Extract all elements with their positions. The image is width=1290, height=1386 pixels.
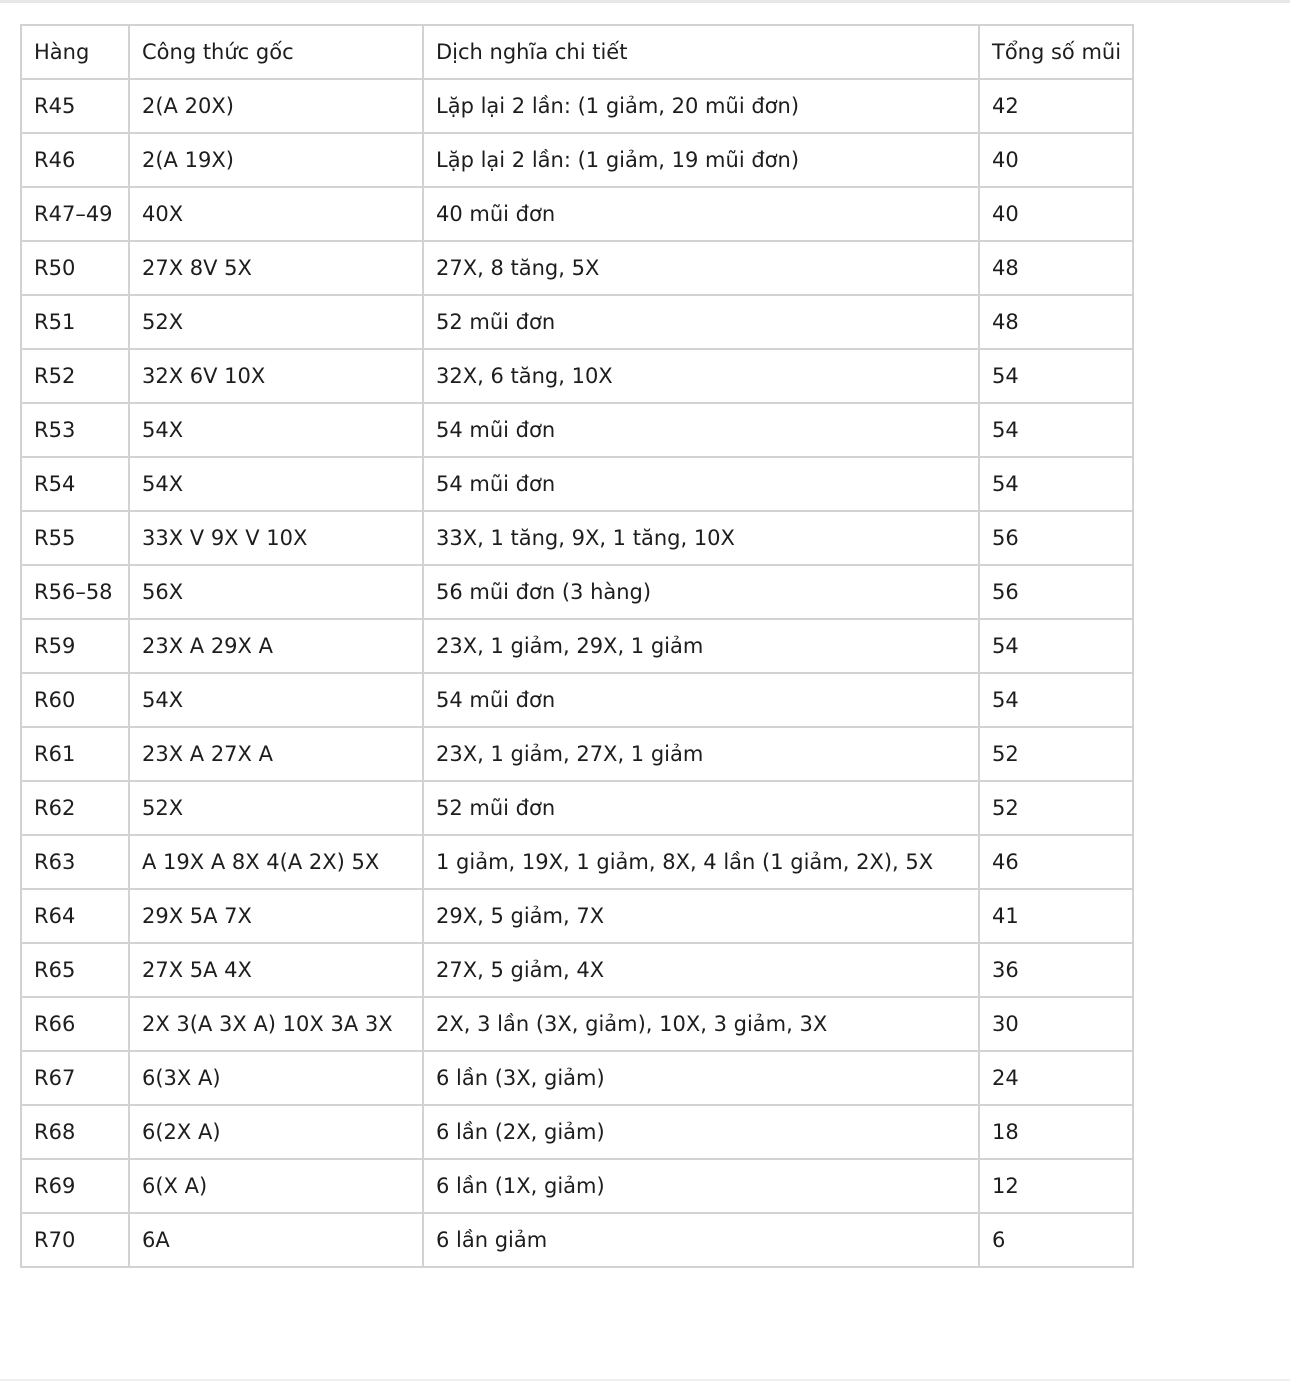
formula-cell: A 19X A 8X 4(A 2X) 5X <box>129 835 423 889</box>
total-cell: 24 <box>979 1051 1133 1105</box>
column-header-meaning: Dịch nghĩa chi tiết <box>423 25 979 79</box>
row-id-cell: R60 <box>21 673 129 727</box>
crochet-pattern-table <box>20 24 1134 1268</box>
total-cell: 48 <box>979 295 1133 349</box>
row-id-cell: R53 <box>21 403 129 457</box>
total-cell: 56 <box>979 565 1133 619</box>
formula-cell: 27X 5A 4X <box>129 943 423 997</box>
meaning-cell: 6 lần (3X, giảm) <box>423 1051 979 1105</box>
total-cell: 46 <box>979 835 1133 889</box>
table-header <box>21 25 1133 79</box>
row-id-cell: R66 <box>21 997 129 1051</box>
meaning-cell: 52 mũi đơn <box>423 295 979 349</box>
top-edge-line <box>0 0 1290 3</box>
formula-cell: 54X <box>129 403 423 457</box>
meaning-cell: 6 lần giảm <box>423 1213 979 1267</box>
meaning-cell: 54 mũi đơn <box>423 457 979 511</box>
meaning-cell: 6 lần (1X, giảm) <box>423 1159 979 1213</box>
meaning-cell: 54 mũi đơn <box>423 403 979 457</box>
table-row <box>21 835 1133 889</box>
table-row <box>21 1159 1133 1213</box>
formula-cell: 56X <box>129 565 423 619</box>
meaning-cell: 27X, 8 tăng, 5X <box>423 241 979 295</box>
table-row <box>21 511 1133 565</box>
table-row <box>21 1105 1133 1159</box>
column-header-row-id: Hàng <box>21 25 129 79</box>
total-cell: 40 <box>979 187 1133 241</box>
total-cell: 56 <box>979 511 1133 565</box>
table-row <box>21 295 1133 349</box>
formula-cell: 6(3X A) <box>129 1051 423 1105</box>
meaning-cell: 1 giảm, 19X, 1 giảm, 8X, 4 lần (1 giảm, 2X), 5X <box>423 835 979 889</box>
formula-cell: 33X V 9X V 10X <box>129 511 423 565</box>
total-cell: 52 <box>979 727 1133 781</box>
table-row <box>21 1213 1133 1267</box>
total-cell: 6 <box>979 1213 1133 1267</box>
row-id-cell: R61 <box>21 727 129 781</box>
table-row <box>21 349 1133 403</box>
meaning-cell: 29X, 5 giảm, 7X <box>423 889 979 943</box>
formula-cell: 6(X A) <box>129 1159 423 1213</box>
formula-cell: 52X <box>129 781 423 835</box>
row-id-cell: R45 <box>21 79 129 133</box>
table-row <box>21 943 1133 997</box>
meaning-cell: Lặp lại 2 lần: (1 giảm, 20 mũi đơn) <box>423 79 979 133</box>
row-id-cell: R65 <box>21 943 129 997</box>
table-row <box>21 403 1133 457</box>
bottom-edge-line <box>0 1379 1290 1381</box>
row-id-cell: R46 <box>21 133 129 187</box>
meaning-cell: 27X, 5 giảm, 4X <box>423 943 979 997</box>
meaning-cell: 32X, 6 tăng, 10X <box>423 349 979 403</box>
row-id-cell: R67 <box>21 1051 129 1105</box>
total-cell: 54 <box>979 457 1133 511</box>
table-row <box>21 565 1133 619</box>
total-cell: 54 <box>979 673 1133 727</box>
row-id-cell: R50 <box>21 241 129 295</box>
total-cell: 40 <box>979 133 1133 187</box>
row-id-cell: R59 <box>21 619 129 673</box>
total-cell: 54 <box>979 349 1133 403</box>
total-cell: 54 <box>979 619 1133 673</box>
row-id-cell: R55 <box>21 511 129 565</box>
total-cell: 18 <box>979 1105 1133 1159</box>
table-row <box>21 187 1133 241</box>
table-row <box>21 133 1133 187</box>
row-id-cell: R47–49 <box>21 187 129 241</box>
table-row <box>21 889 1133 943</box>
table-row <box>21 673 1133 727</box>
total-cell: 54 <box>979 403 1133 457</box>
meaning-cell: 54 mũi đơn <box>423 673 979 727</box>
formula-cell: 23X A 27X A <box>129 727 423 781</box>
row-id-cell: R52 <box>21 349 129 403</box>
total-cell: 12 <box>979 1159 1133 1213</box>
column-header-total: Tổng số mũi <box>979 25 1133 79</box>
formula-cell: 52X <box>129 295 423 349</box>
table-row <box>21 79 1133 133</box>
table-row <box>21 1051 1133 1105</box>
meaning-cell: 23X, 1 giảm, 27X, 1 giảm <box>423 727 979 781</box>
table-row <box>21 727 1133 781</box>
column-header-formula: Công thức gốc <box>129 25 423 79</box>
table-row <box>21 619 1133 673</box>
row-id-cell: R70 <box>21 1213 129 1267</box>
formula-cell: 6(2X A) <box>129 1105 423 1159</box>
formula-cell: 54X <box>129 457 423 511</box>
total-cell: 30 <box>979 997 1133 1051</box>
meaning-cell: 52 mũi đơn <box>423 781 979 835</box>
table-row <box>21 781 1133 835</box>
table-body <box>21 79 1133 1267</box>
formula-cell: 23X A 29X A <box>129 619 423 673</box>
row-id-cell: R64 <box>21 889 129 943</box>
formula-cell: 40X <box>129 187 423 241</box>
total-cell: 41 <box>979 889 1133 943</box>
formula-cell: 32X 6V 10X <box>129 349 423 403</box>
formula-cell: 27X 8V 5X <box>129 241 423 295</box>
formula-cell: 2(A 20X) <box>129 79 423 133</box>
table-row <box>21 241 1133 295</box>
row-id-cell: R63 <box>21 835 129 889</box>
formula-cell: 2(A 19X) <box>129 133 423 187</box>
total-cell: 42 <box>979 79 1133 133</box>
meaning-cell: 56 mũi đơn (3 hàng) <box>423 565 979 619</box>
header-row <box>21 25 1133 79</box>
formula-cell: 2X 3(A 3X A) 10X 3A 3X <box>129 997 423 1051</box>
row-id-cell: R56–58 <box>21 565 129 619</box>
row-id-cell: R69 <box>21 1159 129 1213</box>
row-id-cell: R68 <box>21 1105 129 1159</box>
total-cell: 48 <box>979 241 1133 295</box>
meaning-cell: 40 mũi đơn <box>423 187 979 241</box>
row-id-cell: R54 <box>21 457 129 511</box>
meaning-cell: 6 lần (2X, giảm) <box>423 1105 979 1159</box>
meaning-cell: 33X, 1 tăng, 9X, 1 tăng, 10X <box>423 511 979 565</box>
row-id-cell: R51 <box>21 295 129 349</box>
meaning-cell: 2X, 3 lần (3X, giảm), 10X, 3 giảm, 3X <box>423 997 979 1051</box>
meaning-cell: Lặp lại 2 lần: (1 giảm, 19 mũi đơn) <box>423 133 979 187</box>
meaning-cell: 23X, 1 giảm, 29X, 1 giảm <box>423 619 979 673</box>
total-cell: 36 <box>979 943 1133 997</box>
table-row <box>21 457 1133 511</box>
formula-cell: 54X <box>129 673 423 727</box>
formula-cell: 29X 5A 7X <box>129 889 423 943</box>
total-cell: 52 <box>979 781 1133 835</box>
table-row <box>21 997 1133 1051</box>
row-id-cell: R62 <box>21 781 129 835</box>
formula-cell: 6A <box>129 1213 423 1267</box>
